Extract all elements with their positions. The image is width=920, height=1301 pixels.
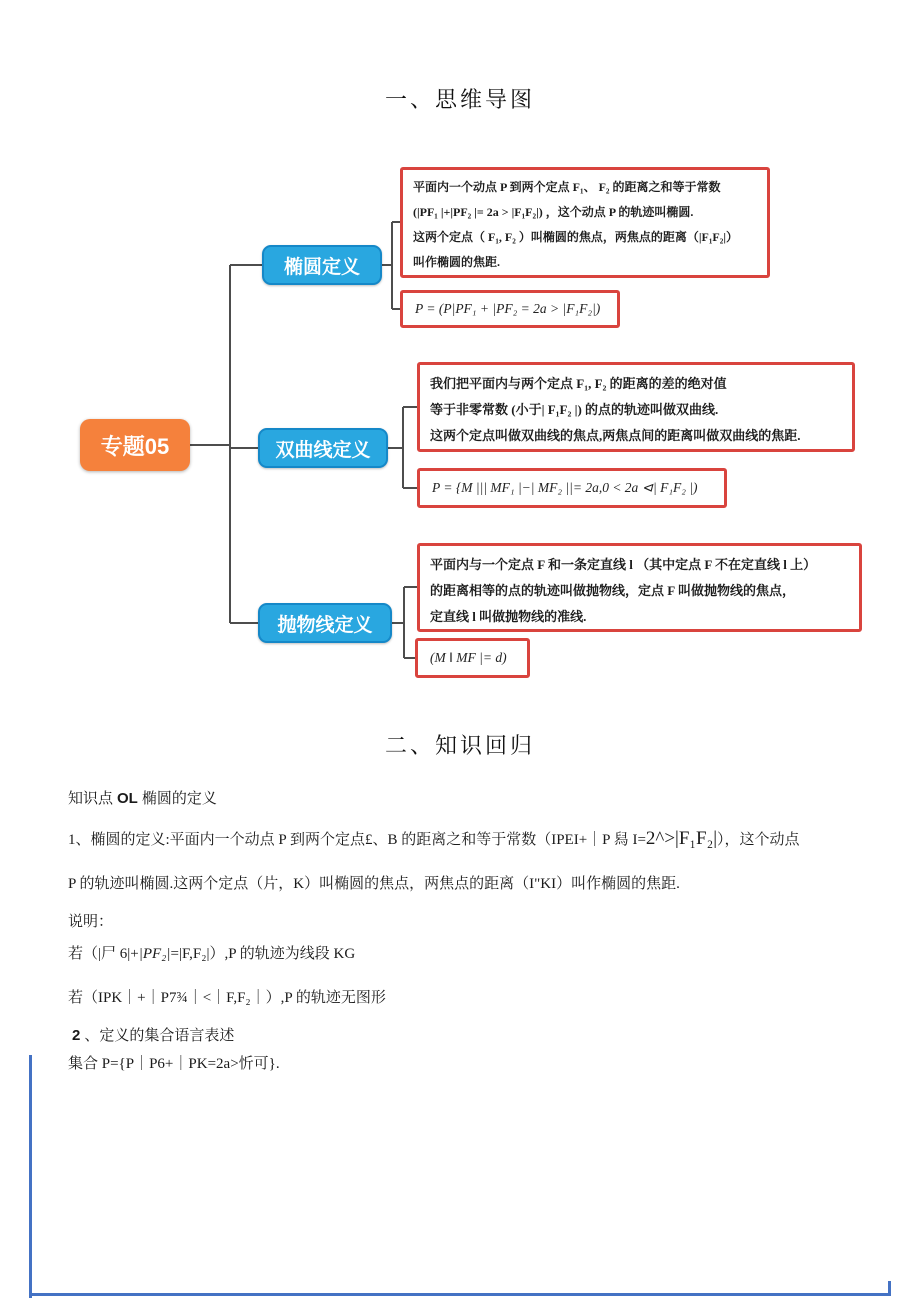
definition-formula-fragment: 2^>|F₁F₂| [645,828,718,849]
ellipse-desc-line: 叫作椭圆的焦距. [413,255,501,269]
note-case-no-figure: 若（IPK｜+｜P7¾｜<｜F,F₂｜）,P 的轨迹无图形 [68,990,386,1006]
parabola-definition-box [417,543,862,632]
definition-text-pre: 1、椭圆的定义:平面内一个动点 P 到两个定点£、B 的距离之和等于常数（IPEI+｜P 舄 I= [68,832,646,848]
ellipse-formula-box: P = (P|PF₁ + |PF₂ = 2a > |F₁F₂|) [400,290,620,328]
note-case-math: |PF₂| [138,946,171,962]
knowledge-point-post: 椭圆的定义 [141,791,217,807]
page-border-left [29,1055,32,1298]
parabola-formula-box: (M ‖ MF |= d) [415,638,530,678]
note-case-post: =|F,F₂|）,P 的轨迹为线段 KG [170,946,356,962]
ellipse-definition-paragraph-line2: P 的轨迹叫椭圆.这两个定点（片，K）叫椭圆的焦点，两焦点的距离（I"KI）叫作椭圆的焦距. [68,876,680,892]
knowledge-point-pre: 知识点 [68,791,114,807]
set-language-number: 2 [72,1027,81,1044]
hyperbola-definition-box [417,362,855,452]
hyperbola-desc-line: 我们把平面内与两个定点 F₁, F₂ 的距离的差的绝对值 [430,376,727,391]
set-expression-line: 集合 P={P｜P6+｜PK=2a>忻可}. [68,1056,280,1072]
page-border-bottom [29,1293,891,1296]
set-language-heading [68,1024,868,1045]
hyperbola-desc-line: 这两个定点叫做双曲线的焦点,两焦点间的距离叫做双曲线的焦距. [430,428,801,443]
ellipse-definition-box [400,167,770,278]
parabola-desc-line: 平面内与一个定点 F 和一条定直线 l （其中定点 F 不在定直线 l 上） [430,557,817,572]
page-border-right [888,1281,891,1296]
mindmap-node-parabola: 抛物线定义 [258,603,392,643]
ellipse-desc-line: 这两个定点（ F₁, F₂ ）叫椭圆的焦点，两焦点的距离（|F₁F₂|） [413,230,738,244]
set-language-text: 、定义的集合语言表述 [84,1028,235,1044]
note-case-pre: 若（|尸 6|+ [68,946,139,962]
knowledge-point-code: OL [117,790,138,807]
ellipse-definition-paragraph-line1 [68,828,868,850]
parabola-desc-line: 定直线 l 叫做抛物线的准线. [430,609,587,624]
ellipse-desc-line: (|PF₁ |+|PF₂ |= 2a > |F₁F₂|) ，这个动点 P 的轨迹叫椭圆. [413,205,694,219]
note-case-segment [68,942,868,963]
hyperbola-formula-box: P = {M ||| MF₁ |−| MF₂ ||= 2a,0 < 2a ⊲| F₁F₂ |) [417,468,727,508]
knowledge-point-heading [68,787,868,808]
ellipse-desc-line: 平面内一个动点 P 到两个定点 F₁、 F₂ 的距离之和等于常数 [413,180,721,194]
parabola-desc-line: 的距离相等的点的轨迹叫做抛物线，定点 F 叫做抛物线的焦点， [430,583,795,598]
section-title-mindmap: 一、思维导图 [384,87,535,112]
mindmap-root-node: 专题05 [80,419,190,471]
definition-text-post: ），这个动点 [717,832,800,848]
note-label: 说明： [68,914,114,930]
mindmap-node-ellipse: 椭圆定义 [262,245,382,285]
section-title-knowledge: 二、知识回归 [384,733,535,758]
hyperbola-desc-line: 等于非零常数 (小于| F₁F₂ |) 的点的轨迹叫做双曲线. [430,402,719,417]
mindmap-node-hyperbola: 双曲线定义 [258,428,388,468]
